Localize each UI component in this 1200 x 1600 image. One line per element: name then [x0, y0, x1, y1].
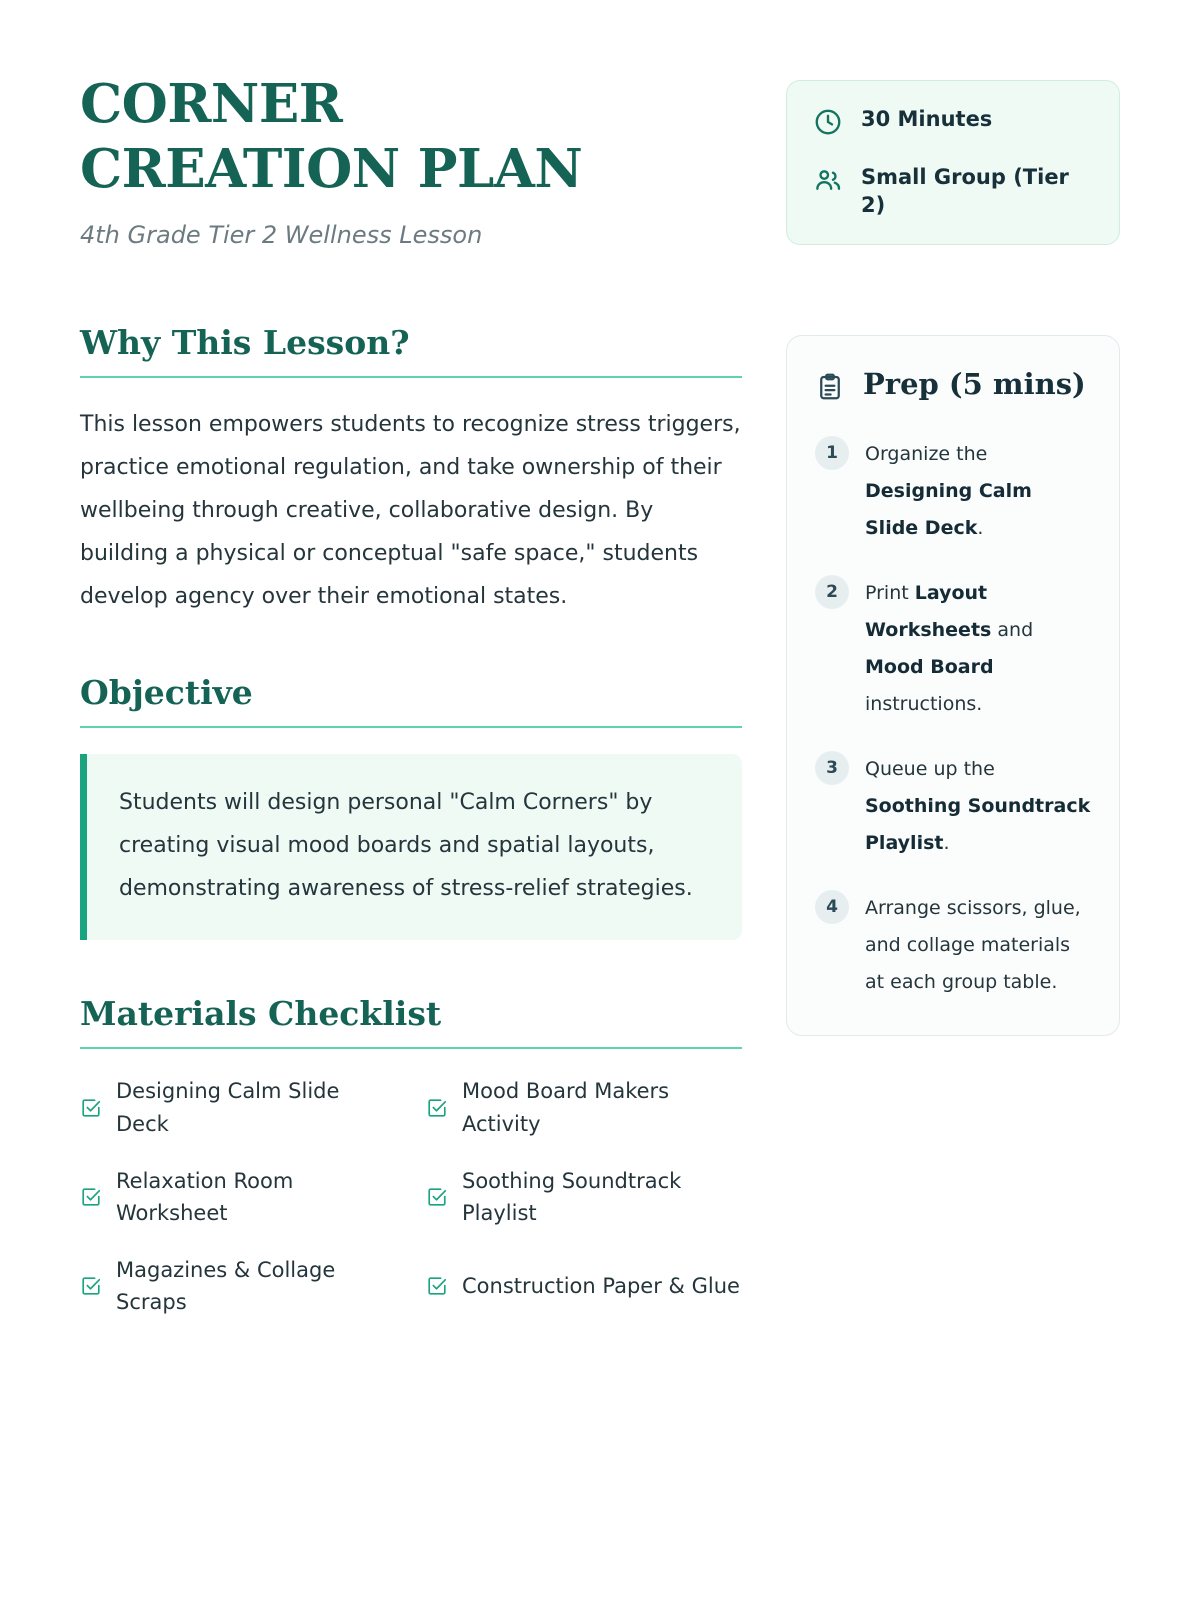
material-item[interactable]: [80, 1075, 396, 1140]
objective-body-text: Students will design personal "Calm Corners" by creating visual mood boards and spatial layouts, demonstrating awareness of stress-relief strategies.: [119, 789, 693, 901]
objective-section: [80, 673, 742, 941]
material-item-label: Construction Paper & Glue: [462, 1273, 740, 1298]
prep-step-number: 1: [815, 436, 849, 470]
section-heading-materials: Materials Checklist: [80, 994, 742, 1049]
prep-step-number: 4: [815, 890, 849, 924]
prep-step: [815, 890, 1091, 1001]
checkbox-checked-icon[interactable]: [80, 1186, 102, 1208]
prep-step: [815, 751, 1091, 862]
checkbox-checked-icon[interactable]: [80, 1097, 102, 1119]
clock-icon: [813, 107, 843, 141]
material-item[interactable]: [426, 1254, 742, 1319]
material-item-label: Mood Board Makers Activity: [462, 1079, 670, 1136]
material-item[interactable]: [80, 1165, 396, 1230]
page-layout: [80, 72, 1120, 1319]
materials-checklist: [80, 1075, 742, 1318]
checkbox-checked-icon[interactable]: [80, 1275, 102, 1297]
checkbox-checked-icon[interactable]: [426, 1275, 448, 1297]
prep-steps-list: [815, 436, 1091, 1002]
prep-step-number: 3: [815, 751, 849, 785]
side-column: [786, 72, 1120, 1036]
page-subtitle: 4th Grade Tier 2 Wellness Lesson: [80, 221, 483, 250]
material-item[interactable]: [426, 1165, 742, 1230]
prep-title: Prep (5 mins): [863, 366, 1086, 401]
people-icon: [813, 165, 843, 199]
prep-step-text: Queue up the Soothing Soundtrack Playlist.: [865, 758, 1091, 855]
material-item-label: Designing Calm Slide Deck: [116, 1079, 340, 1136]
prep-step: [815, 436, 1091, 547]
meta-duration: [813, 105, 1093, 141]
prep-step-text: Print Layout Worksheets and Mood Board instructions.: [865, 581, 1034, 715]
objective-callout: [80, 754, 742, 941]
prep-step-text: Arrange scissors, glue, and collage materials at each group table.: [865, 897, 1081, 994]
material-item[interactable]: [426, 1075, 742, 1140]
material-item-label: Magazines & Collage Scraps: [116, 1257, 336, 1315]
material-item-label: Soothing Soundtrack Playlist: [462, 1168, 682, 1226]
why-body-text: This lesson empowers students to recognize stress triggers, practice emotional regulation, and take ownership of their wellbeing through creative, collaborative design. By building a physical or conceptual "safe space," students develop agency over their emotional states.: [80, 412, 741, 609]
material-item[interactable]: [80, 1254, 396, 1319]
prep-step-number: 2: [815, 575, 849, 609]
section-heading-why: Why This Lesson?: [80, 323, 742, 378]
section-heading-objective: Objective: [80, 673, 742, 728]
prep-header: [815, 366, 1091, 406]
prep-card: [786, 335, 1120, 1037]
material-item-label: Relaxation Room Worksheet: [116, 1168, 294, 1226]
checkbox-checked-icon[interactable]: [426, 1097, 448, 1119]
lesson-meta-card: [786, 80, 1120, 245]
clipboard-icon: [815, 372, 845, 406]
meta-group: [813, 163, 1093, 220]
meta-duration-label: 30 Minutes: [861, 107, 993, 131]
prep-step-text: Organize the Designing Calm Slide Deck.: [865, 442, 1032, 539]
checkbox-checked-icon[interactable]: [426, 1186, 448, 1208]
materials-section: [80, 994, 742, 1318]
main-column: [80, 72, 742, 1319]
meta-group-label: Small Group (Tier 2): [861, 165, 1069, 218]
page-title: CORNER CREATION PLAN: [80, 73, 583, 200]
prep-step: [815, 575, 1091, 723]
